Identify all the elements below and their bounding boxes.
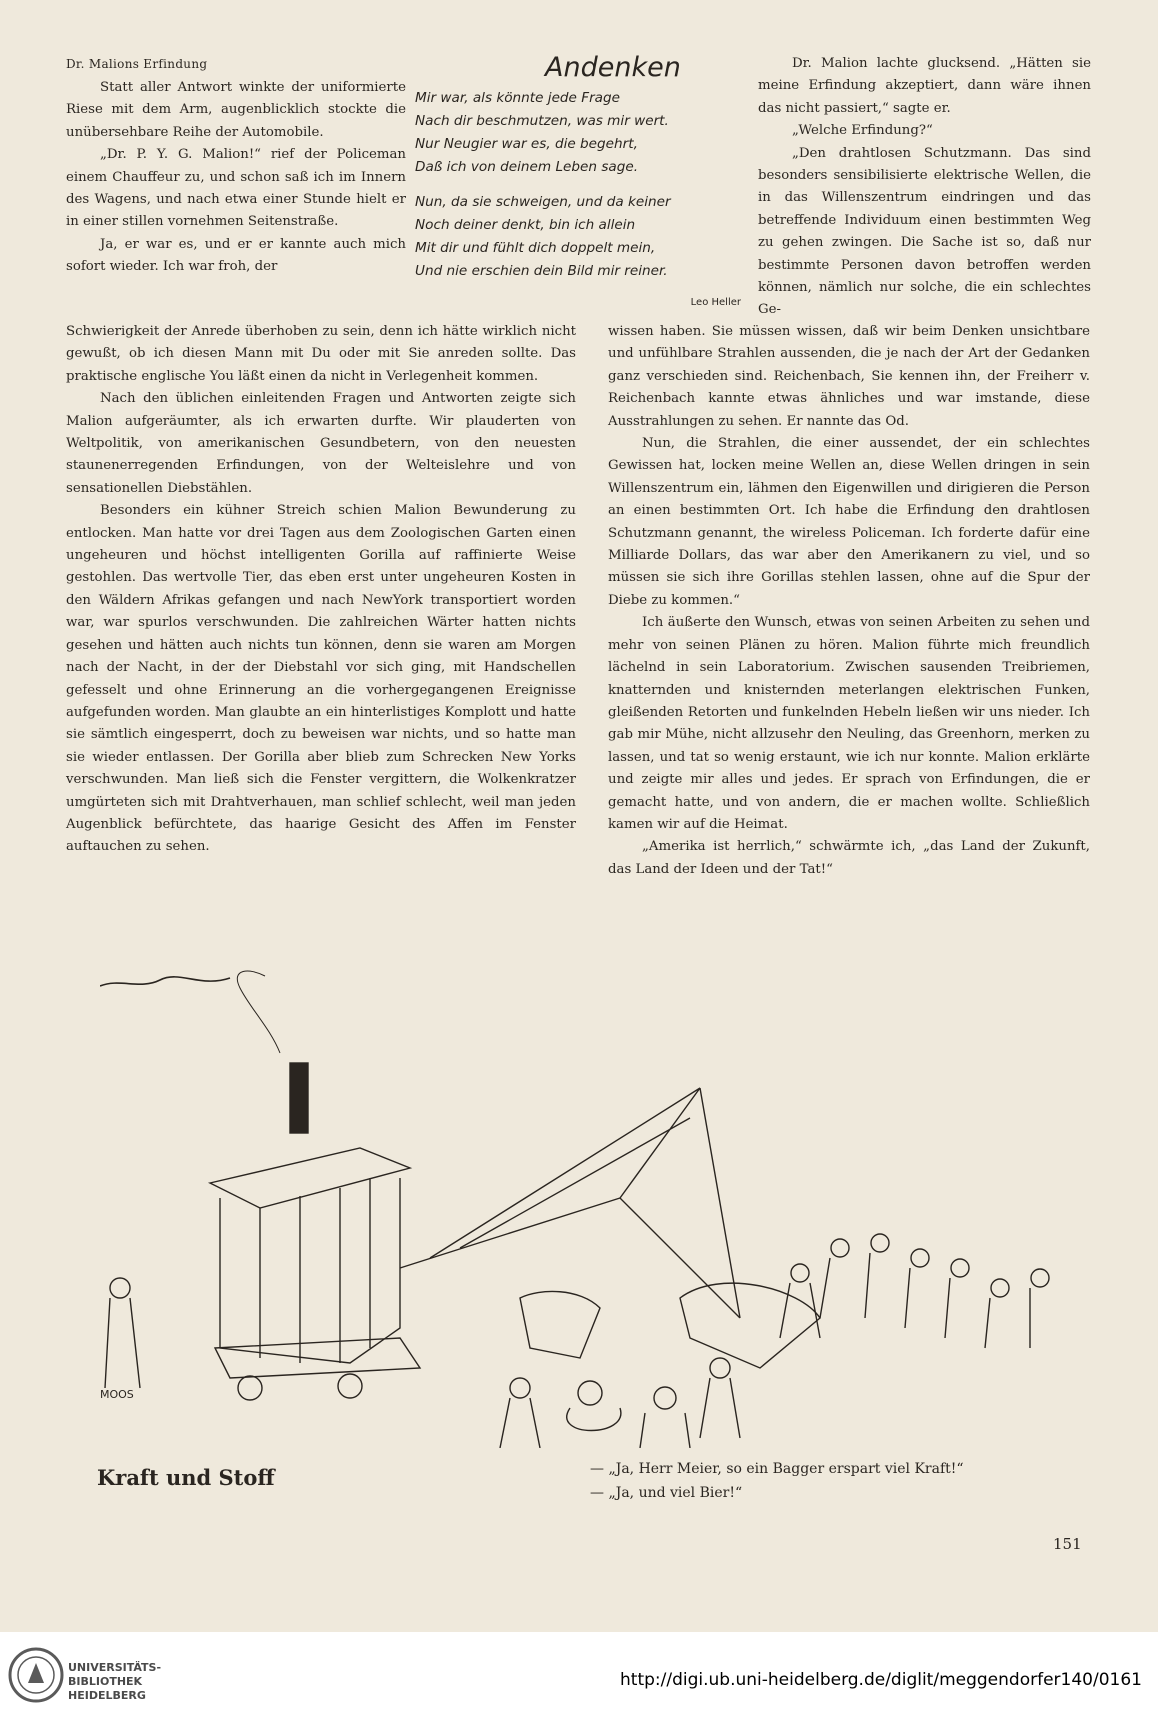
paragraph: Dr. Malion lachte glucksend. „Hätten sie meine Erfindung akzeptiert, dann wäre ihnen das nicht passiert,“ sagte er. — [758, 56, 1091, 116]
library-name-line: BIBLIOTHEK — [68, 1675, 143, 1688]
paragraph: Schwierigkeit der Anrede überhoben zu sein, denn ich hätte wirklich nicht gewußt, ob ich diesen Mann mit Du oder mit Sie anreden sollte. Das praktische englische You läßt einen da nicht in Verlegenheit kommen. — [66, 324, 576, 384]
poem-author: Leo Heller — [690, 297, 741, 308]
paragraph: „Amerika ist herrlich,“ schwärmte ich, „das Land der Zukunft, das Land der Ideen und der Tat!“ — [608, 839, 1090, 877]
library-name — [68, 1661, 161, 1703]
paragraph: Statt aller Antwort winkte der uniformierte Riese mit dem Arm, augenblicklich stockte die unübersehbare Reihe der Automobile. — [66, 80, 406, 140]
poem-stanza — [415, 87, 757, 179]
poem-line: Nur Neugier war es, die begehrt, — [415, 136, 638, 152]
article-column-right — [608, 321, 1090, 881]
illustration-signature: MOOS — [100, 1388, 134, 1401]
poem-stanza — [415, 191, 757, 283]
poem-line: Mir war, als könnte jede Frage — [415, 90, 620, 106]
poem-line: Mit dir und fühlt dich doppelt mein, — [415, 240, 656, 256]
university-logo — [8, 1647, 64, 1707]
article-column-left-top — [66, 77, 406, 279]
poem-line: Noch deiner denkt, bin ich allein — [415, 217, 636, 233]
poem-title: Andenken — [545, 52, 681, 83]
university-seal-icon — [8, 1647, 64, 1703]
paragraph: „Welche Erfindung?“ — [792, 123, 933, 139]
poem-line: Nach dir beschmutzen, was mir wert. — [415, 113, 669, 129]
paragraph: Ich äußerte den Wunsch, etwas von seinen Arbeiten zu sehen und mehr von seinen Plänen zu hören. Malion führte mich freundlich lächelnd in sein Laboratorium. Zwischen sausenden Treibriemen, knatternden und knisternden meterlangen elektrischen Funken, gleißenden Retorten und funkelnden Hebeln ließen wir uns nieder. Ich gab mir Mühe, nicht allzusehr den Neuling, das Greenhorn, merken zu lassen, und tat so wenig erstaunt, wie ich nur konnte. Malion erklärte und zeigte mir alles und jedes. Er sprach von Erfindungen, die er gemacht hatte, und von andern, die er machen wollte. Schließlich kamen wir auf die Heimat. — [608, 615, 1090, 832]
page-number: 151 — [1053, 1535, 1082, 1553]
paragraph: „Den drahtlosen Schutzmann. Das sind besonders sensibilisierte elektrische Wellen, die in das Willenszentrum eindringen und das betreffende Individuum einen bestimmten Weg zu gehen zwingen. Die Sache ist so, daß nur bestimmte Personen davon betroffen werden können, nämlich nur solche, die ein schlechtes Ge- — [758, 145, 1091, 318]
running-title: Dr. Malions Erfindung — [66, 57, 208, 71]
article-column-left — [66, 321, 576, 859]
library-name-line: UNIVERSITÄTS- — [68, 1661, 162, 1674]
caption-line: — „Ja, Herr Meier, so ein Bagger erspart viel Kraft!“ — [590, 1461, 964, 1477]
cartoon-title: Kraft und Stoff — [97, 1465, 275, 1490]
library-name-line: HEIDELBERG — [68, 1689, 146, 1702]
poem-line: Daß ich von deinem Leben sage. — [415, 159, 639, 175]
paragraph: „Dr. P. Y. G. Malion!“ rief der Policeman einem Chauffeur zu, und schon saß ich im Innern des Wagens, und nach etwa einer Stunde hielt er in einer stillen vornehmen Seitenstraße. — [66, 147, 406, 230]
paragraph: wissen haben. Sie müssen wissen, daß wir beim Denken unsichtbare und unfühlbare Strahlen aussenden, die je nach der Art der Gedanken ganz verschieden sind. Reichenbach, Sie kennen ihn, der Freiherr v. Reichenbach kannte etwas ähnliches und war imstande, diese Ausstrahlungen zu sehen. Er nannte das Od. — [608, 324, 1090, 429]
source-url-link[interactable]: http://digi.ub.uni-heidelberg.de/diglit/meggendorfer140/0161 — [620, 1670, 1142, 1690]
cartoon-illustration — [100, 968, 1092, 1448]
article-column-right-top — [758, 53, 1091, 322]
paragraph: Besonders ein kühner Streich schien Malion Bewunderung zu entlocken. Man hatte vor drei Tagen aus dem Zoologischen Garten einen ungeheuren und höchst intelligenten Gorilla auf raffinierte Weise gestohlen. Das wertvolle Tier, das eben erst unter ungeheuren Kosten in den Wäldern Afrikas gefangen und nach NewYork transportiert worden war, war spurlos verschwunden. Die zahlreichen Wärter hatten nichts gesehen und hätten auch nichts tun können, denn sie waren am Morgen nach der Nacht, in der der Diebstahl vor sich ging, mit Handschellen gefesselt und ohne Erinnerung an die vorhergegangenen Ereignisse aufgefunden worden. Man glaubte an ein hinterlistiges Komplott und hatte sie sämtlich eingesperrt, doch zu beweisen war nichts, und so hatte man sie wieder entlassen. Der Gorilla aber blieb zum Schrecken New Yorks verschwunden. Man ließ sich die Fenster vergittern, die Wolkenkratzer umgürteten sich mit Drahtverhauen, man schlief schlecht, weil man jeden Augenblick befürchtete, das haarige Gesicht des Affen im Fenster auftauchen zu sehen. — [66, 503, 576, 855]
caption-line: — „Ja, und viel Bier!“ — [590, 1485, 743, 1501]
poem-line: Nun, da sie schweigen, und da keiner — [415, 194, 671, 210]
paragraph: Nach den üblichen einleitenden Fragen und Antworten zeigte sich Malion aufgeräumter, als ich erwarten durfte. Wir plauderten von Weltpolitik, von amerikanischen Gesundbetern, von den neuesten staunenerregenden Erfindungen, von der Welteislehre und von sensationellen Diebstählen. — [66, 391, 576, 496]
paragraph: Ja, er war es, und er er kannte auch mich sofort wieder. Ich war froh, der — [66, 236, 406, 275]
poem — [415, 87, 757, 314]
poem-line: Und nie erschien dein Bild mir reiner. — [415, 263, 668, 279]
cartoon-caption — [590, 1457, 964, 1505]
paragraph: Nun, die Strahlen, die einer aussendet, der ein schlechtes Gewissen hat, locken meine Wellen an, diese Wellen dringen in sein Willenszentrum ein, lähmen den Eigenwillen und dirigieren die Person an einen bestimmten Ort. Ich habe die Erfindung den drahtlosen Schutzmann genannt, the wireless Policeman. Ich forderte dafür eine Milliarde Dollars, das war aber den Amerikanern zu viel, und so müssen sie sich ihre Gorillas stehlen lassen, ohne auf die Spur der Diebe zu kommen.“ — [608, 436, 1090, 608]
